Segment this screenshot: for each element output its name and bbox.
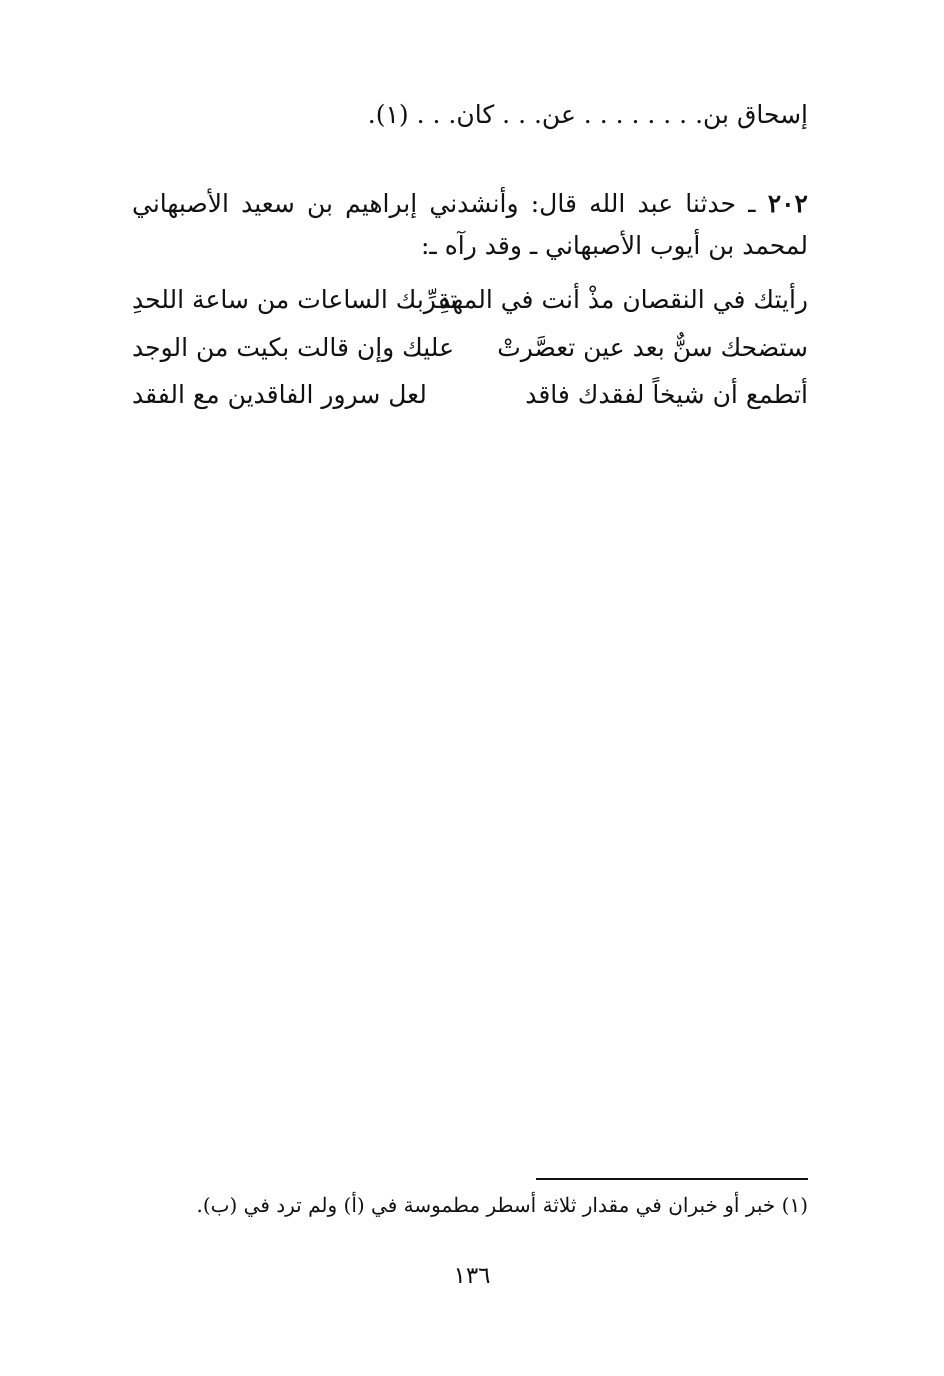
entry-paragraph [132,183,808,267]
verse-first-hemistich: أتطمع أن شيخاً لفقدك فاقد [525,380,808,409]
verse-first-hemistich: رأيتك في النقصان مذْ أنت في المهدِ [439,285,808,314]
verse-second-hemistich: عليك وإن قالت بكيت من الوجد [132,333,454,362]
page-number: ١٣٦ [453,1263,491,1289]
verse-line [132,323,808,373]
footnote-divider [536,1178,808,1180]
verse-line [132,370,808,420]
entry-text: ـ حدثنا عبد الله قال: وأنشدني إبراهيم بن سعيد الأصبهاني لمحمد بن أيوب الأصبهاني ـ وقد رآه ـ: [132,189,808,260]
footnote: (١) خبر أو خبران في مقدار ثلاثة أسطر مطموسة في (أ) ولم ترد في (ب). [196,1193,808,1217]
continuation-line: إسحاق بن. . . . . . . . عن. . . كان. . . (١). [367,100,808,129]
verse-second-hemistich: لعل سرور الفاقدين مع الفقد [132,380,427,409]
verse-first-hemistich: ستضحك سنٌّ بعد عين تعصَّرتْ [497,333,808,362]
entry-number: ٢٠٢ [767,189,808,218]
verse-line [132,275,808,325]
verse-second-hemistich: تقرِّبك الساعات من ساعة اللحدِ [132,285,458,314]
